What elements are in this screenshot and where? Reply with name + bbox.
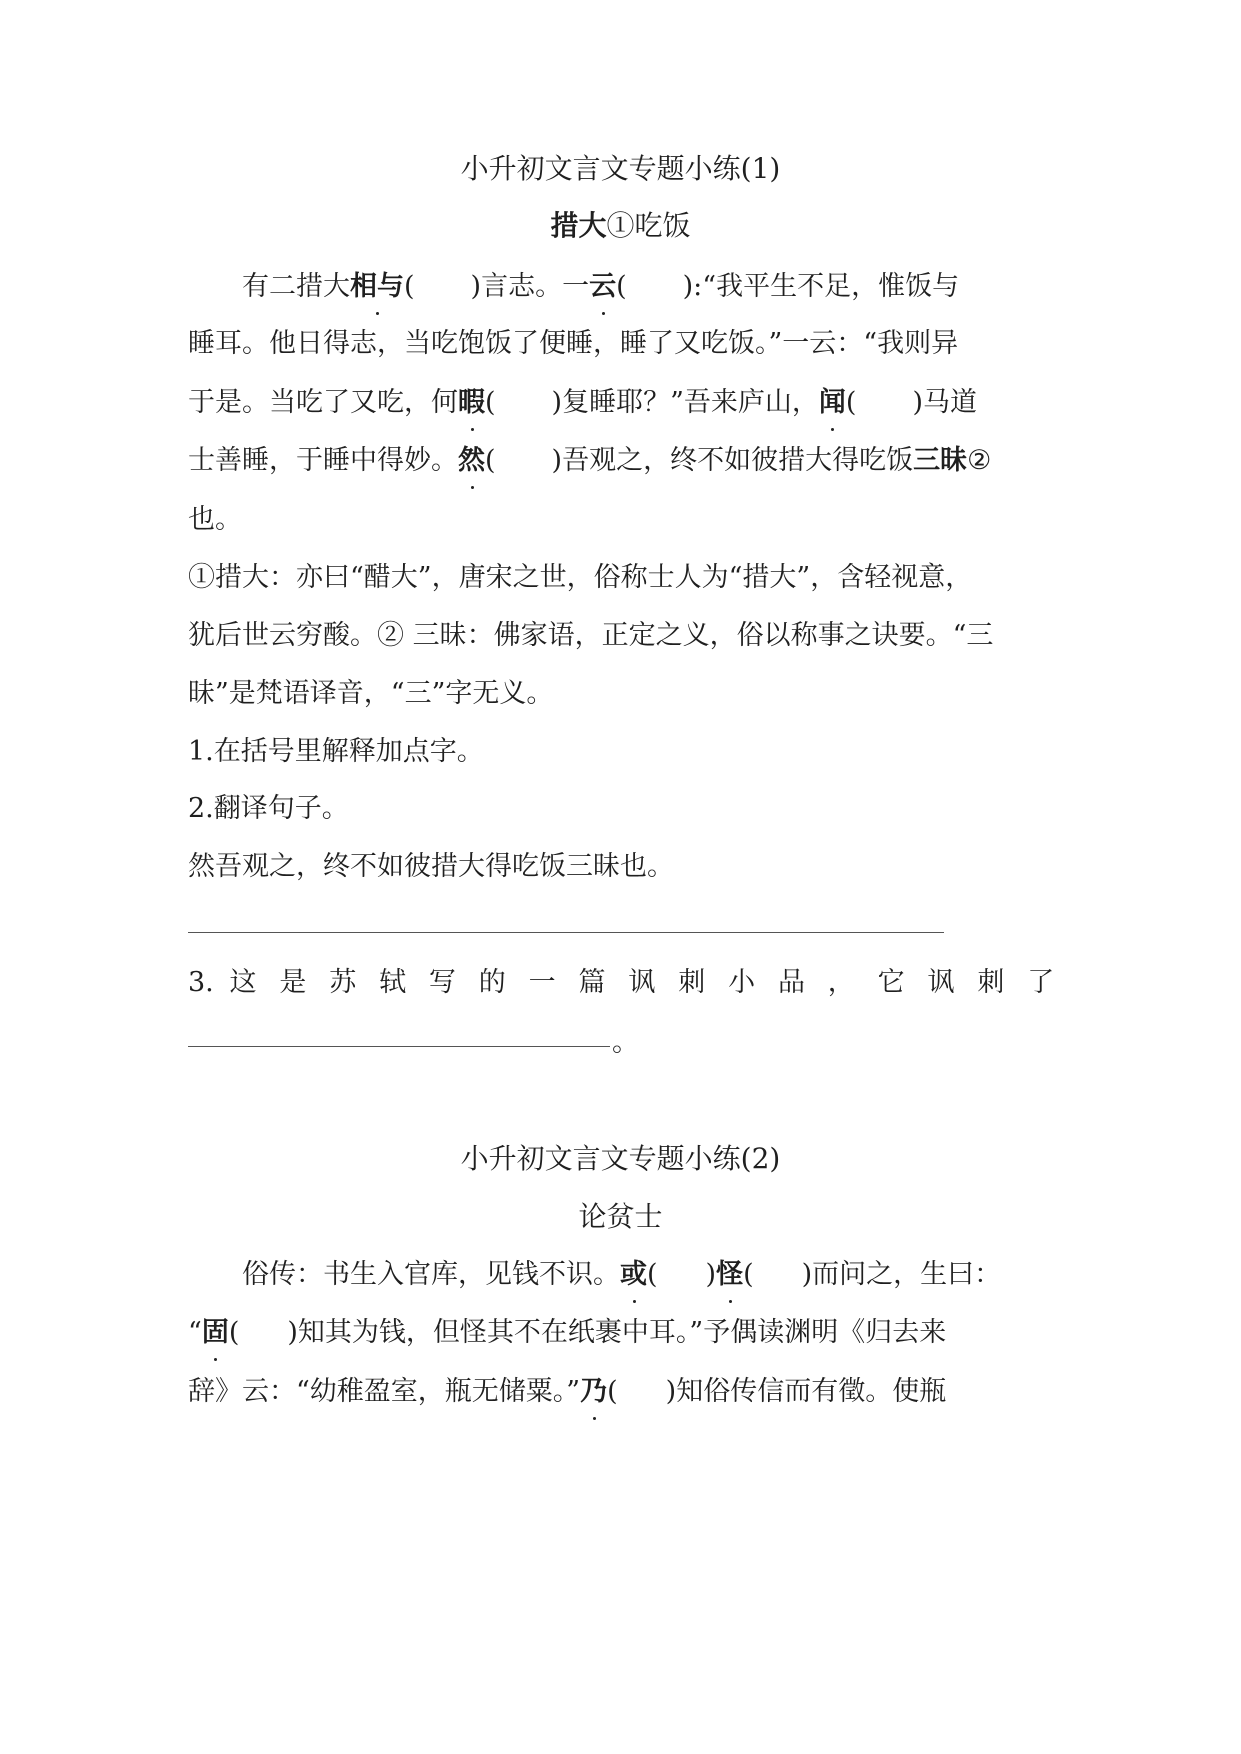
dotted-word-yun: 云: [589, 271, 617, 302]
paren-open: (: [616, 271, 627, 302]
question-3-char: ，: [827, 967, 862, 998]
question-3-char: 讽: [628, 967, 663, 998]
dotted-word-ran: 然: [458, 445, 485, 476]
question-3-char: 3.: [188, 967, 214, 998]
paren-close: ): [705, 1259, 717, 1290]
exercise2-title: 小升初文言文专题小练(2): [460, 1142, 781, 1175]
question-3-char: 写: [428, 967, 464, 998]
question-2: 2.翻译句子。: [188, 793, 349, 824]
exercise1-title: 小升初文言文专题小练(1): [460, 152, 781, 185]
dotted-word-guai: 怪: [716, 1259, 744, 1290]
footnote-marker: ②: [967, 445, 992, 476]
dotted-word-nai: 乃: [580, 1376, 608, 1407]
bold-word-sanmei: 三昧: [913, 445, 968, 476]
paren-open: (: [485, 445, 496, 476]
question-3-char: 品: [777, 967, 813, 998]
question-3-char: 轼: [379, 967, 414, 998]
dotted-word-huo: 或: [620, 1259, 647, 1290]
question-3-char: 了: [1027, 967, 1055, 998]
question-1: 1.在括号里解释加点字。: [188, 736, 484, 767]
dotted-word-gu: 固: [201, 1317, 229, 1348]
answer-line-q2[interactable]: [188, 932, 944, 933]
question-3-char: 这: [229, 967, 264, 998]
text: )马道: [912, 387, 977, 418]
paren-open: (: [607, 1376, 618, 1407]
text: 于是。当吃了又吃，何: [188, 387, 458, 418]
passage1-line2: 睡耳。他日得志，当吃饱饭了便睡，睡了又吃饭。”一云：“我则异: [188, 328, 959, 359]
text: 士善睡，于睡中得妙。: [188, 445, 458, 476]
question-3-char: 刺: [977, 967, 1012, 998]
dotted-word-xiangyu: 相与: [350, 271, 404, 302]
passage1-line1: [188, 264, 1054, 303]
paren-open: (: [485, 387, 496, 418]
text: 俗传：书生入官库，见钱不识。: [242, 1259, 620, 1290]
question-3-char: 的: [478, 967, 513, 998]
dotted-word-wen: 闻: [818, 387, 846, 418]
exercise2-heading: 论贫士: [578, 1200, 663, 1233]
paren-open: (: [647, 1259, 658, 1290]
dotted-word-xia: 暇: [458, 387, 485, 418]
paren-open: (: [404, 271, 415, 302]
text: )而问之，生曰：: [801, 1259, 1002, 1290]
passage1-line4: [188, 438, 1054, 477]
text: )知俗传信而有徵。使瓶: [665, 1376, 947, 1407]
text: )知其为钱，但怪其不在纸裹中耳。”予偶读渊明《归去来: [287, 1317, 947, 1348]
answer-line-q3[interactable]: [188, 1046, 610, 1047]
passage2-line3: [188, 1369, 1054, 1408]
question-3-char: 苏: [329, 967, 364, 998]
text: 辞》云：“幼稚盈室，瓶无储粟。”: [188, 1376, 581, 1407]
question-3-char: 一: [528, 967, 563, 998]
question-3-char: 篇: [578, 967, 613, 998]
question-3-char: 是: [279, 967, 314, 998]
question-3-char: 它: [877, 967, 912, 998]
question-2-sentence: 然吾观之，终不如彼措大得吃饭三昧也。: [188, 851, 674, 882]
passage2-line1: [188, 1252, 1054, 1291]
question-3: [188, 960, 1054, 999]
passage1-line3: [188, 380, 1054, 419]
text: )吾观之，终不如彼措大得吃饭: [551, 445, 914, 476]
heading-bold-word: 措大: [550, 209, 607, 242]
question-3-char: 刺: [678, 967, 713, 998]
footnote-line2: 犹后世云穷酸。② 三昧：佛家语，正定之义，俗以称事之诀要。“三: [188, 620, 994, 651]
text: )复睡耶？”吾来庐山，: [551, 387, 819, 418]
question-3-char: 小: [728, 967, 763, 998]
paren-open: (: [228, 1317, 240, 1348]
question-3-end: 。: [612, 1027, 639, 1058]
exercise1-heading: [0, 204, 1241, 244]
paren-open: (: [743, 1259, 754, 1290]
text: ):“我平生不足，惟饭与: [682, 271, 960, 302]
question-3-char: 讽: [927, 967, 962, 998]
paren-open: (: [845, 387, 857, 418]
footnote-line3: 昧”是梵语译音，“三”字无义。: [188, 678, 554, 709]
footnote-line1: ①措大：亦曰“醋大”，唐宋之世，俗称士人为“措大”，含轻视意，: [188, 562, 973, 593]
passage1-line5: 也。: [188, 504, 242, 535]
text: 有二措大: [242, 271, 350, 302]
heading-rest: ①吃饭: [606, 209, 691, 242]
passage2-line2: [188, 1310, 1054, 1349]
text: )言志。一: [470, 271, 590, 302]
text: “: [188, 1317, 202, 1348]
